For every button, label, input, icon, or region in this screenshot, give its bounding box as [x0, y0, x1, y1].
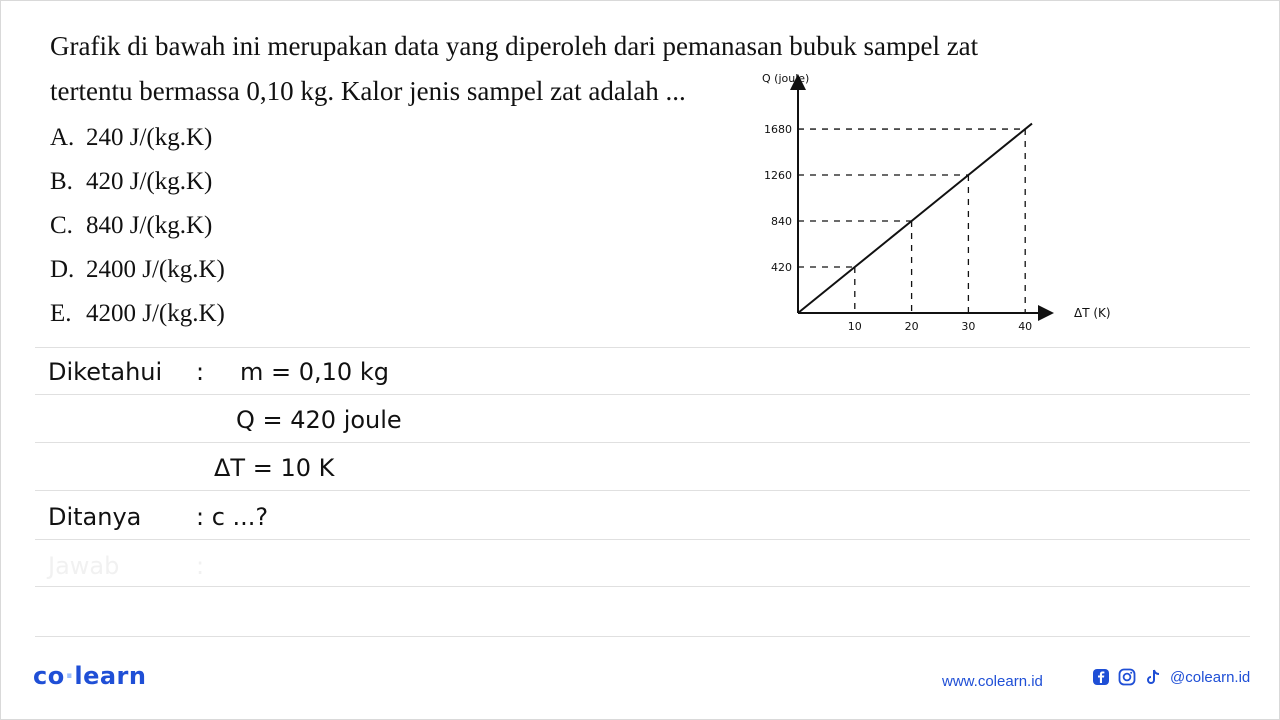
y-tick-label: 840: [771, 215, 792, 229]
option-letter: D.: [50, 256, 75, 283]
tiktok-icon[interactable]: [1144, 668, 1162, 686]
instagram-icon[interactable]: [1118, 668, 1136, 686]
y-tick-label: 1680: [764, 123, 792, 137]
option-text: 2400 J/(kg.K): [86, 256, 225, 283]
ruled-line: [35, 442, 1250, 443]
ruled-line: [35, 636, 1250, 637]
y-tick-label: 420: [771, 261, 792, 275]
data-line: [798, 124, 1032, 313]
x-axis-title: ΔT (K): [1074, 306, 1111, 320]
x-tick-label: 30: [961, 320, 976, 333]
x-tick-labels: [848, 320, 1032, 333]
option-c: [50, 204, 225, 248]
x-tick-label: 10: [847, 320, 862, 333]
ruled-line: [35, 490, 1250, 491]
logo-dot: ·: [64, 662, 75, 690]
given-mass: m = 0,10 kg: [240, 358, 389, 386]
asked-value: : c ...?: [196, 503, 269, 531]
option-letter: E.: [50, 300, 72, 327]
question-line-1: Grafik di bawah ini merupakan data yang diperoleh dari pemanasan bubuk sampel zat: [50, 31, 979, 61]
ruled-line: [35, 347, 1250, 348]
option-text: 840 J/(kg.K): [86, 212, 213, 239]
logo-part-2: learn: [74, 662, 147, 690]
given-heat: Q = 420 joule: [236, 406, 402, 434]
option-a: [50, 116, 225, 160]
known-colon: :: [196, 358, 205, 386]
colearn-logo: [33, 662, 146, 690]
x-tick-label: 20: [904, 320, 919, 333]
ruled-line: [35, 539, 1250, 540]
logo-part-1: co: [33, 662, 65, 690]
answer-label: Jawab: [48, 552, 120, 580]
y-tick-label: 1260: [764, 169, 792, 183]
answer-options: [50, 116, 225, 336]
social-links: [1092, 668, 1250, 686]
option-d: [50, 248, 225, 292]
y-tick-labels: [764, 123, 792, 274]
option-text: 4200 J/(kg.K): [86, 300, 225, 327]
option-letter: B.: [50, 168, 73, 195]
y-axis-title: Q (joule): [762, 72, 810, 85]
facebook-icon[interactable]: [1092, 668, 1110, 686]
option-text: 420 J/(kg.K): [86, 168, 213, 195]
asked-label: Ditanya: [48, 503, 142, 531]
ruled-line: [35, 394, 1250, 395]
x-tick-label: 40: [1018, 320, 1033, 333]
social-handle[interactable]: @colearn.id: [1170, 668, 1251, 686]
question-line-2: tertentu bermassa 0,10 kg. Kalor jenis sampel zat adalah ...: [50, 76, 686, 106]
option-text: 240 J/(kg.K): [86, 124, 213, 151]
known-label: Diketahui: [48, 358, 163, 386]
option-letter: C.: [50, 212, 73, 239]
ruled-line: [35, 586, 1250, 587]
option-b: [50, 160, 225, 204]
option-e: [50, 292, 225, 336]
answer-colon: :: [196, 552, 205, 580]
website-link[interactable]: www.colearn.id: [942, 673, 1043, 690]
given-temperature-change: ΔT = 10 K: [214, 454, 335, 482]
option-letter: A.: [50, 124, 75, 151]
q-vs-dt-chart: [740, 70, 1140, 345]
